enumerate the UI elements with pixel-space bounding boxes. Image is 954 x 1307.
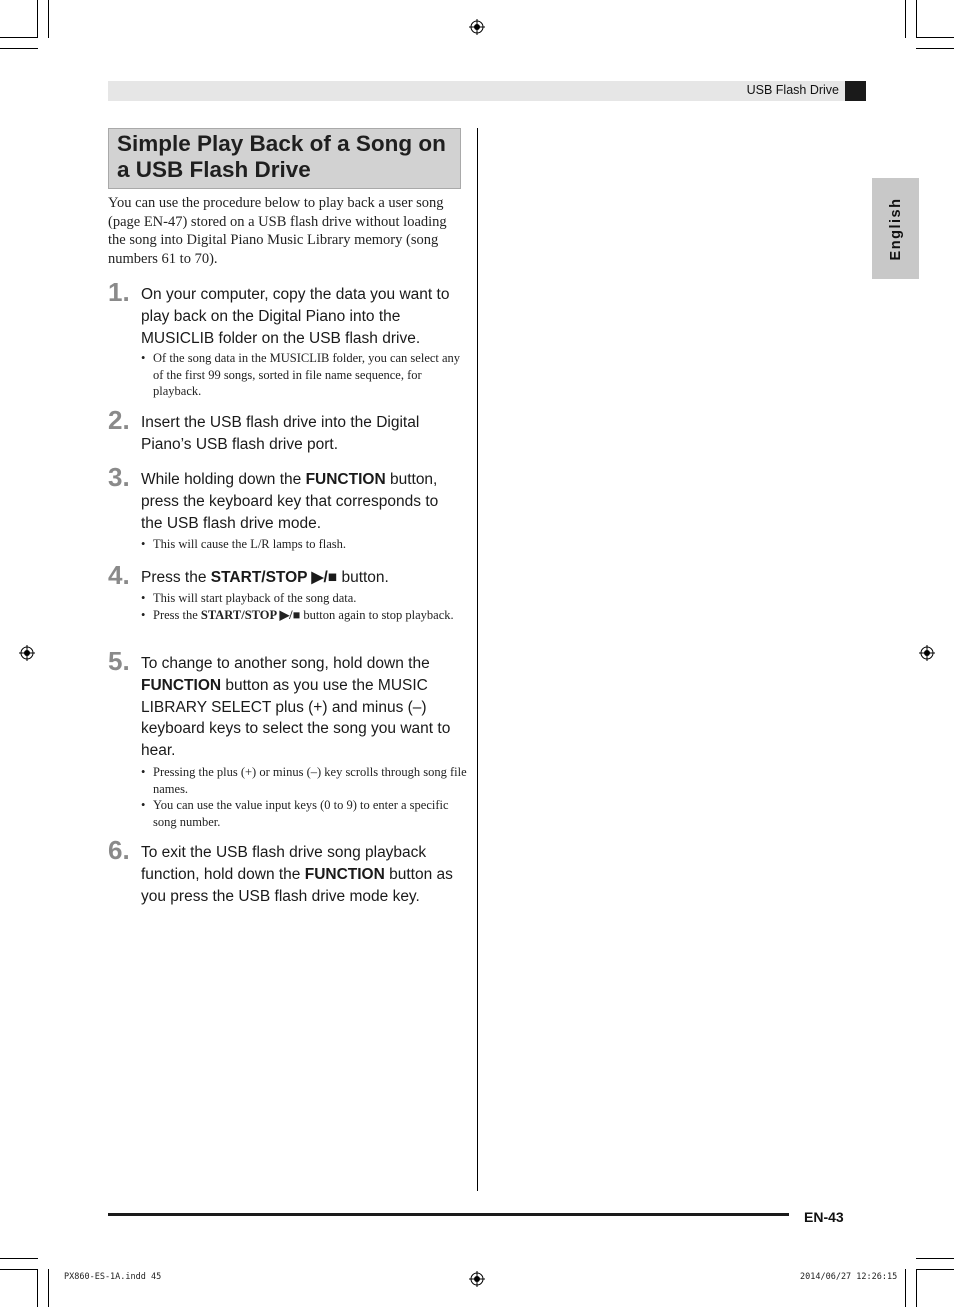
crop-mark xyxy=(0,1258,38,1259)
step-text-part: button as you use the MUSIC LIBRARY SELECT plus (+) and minus (–) keyboard keys to select the song you want to hear. xyxy=(141,676,451,760)
step-text-part: button, press the keyboard key that corresponds to the USB flash drive mode. xyxy=(141,471,439,532)
step-number: 3. xyxy=(108,462,130,492)
note-item: • Pressing the plus (+) or minus (–) key scrolls through song file names. xyxy=(141,764,471,797)
slug-file-info: PX860-ES-1A.indd 45 xyxy=(64,1272,162,1282)
crop-mark xyxy=(48,0,49,38)
start-stop-button-label: START/STOP ▶/■ xyxy=(200,607,301,622)
registration-mark-icon xyxy=(19,645,35,661)
footer-rule xyxy=(108,1213,789,1216)
step-text-part: Press the xyxy=(141,569,211,586)
step-number: 2. xyxy=(108,405,130,435)
crop-mark xyxy=(916,1258,954,1259)
step-number: 5. xyxy=(108,646,130,676)
crop-mark xyxy=(37,0,38,37)
step-notes xyxy=(141,536,471,553)
step-text-part: To change to another song, hold down the xyxy=(141,655,430,672)
crop-mark xyxy=(905,0,906,38)
crop-mark xyxy=(916,48,954,49)
crop-mark xyxy=(48,1269,49,1307)
section-title-line: Simple Play Back of a Song on xyxy=(117,131,446,156)
language-tab-label: English xyxy=(887,197,904,260)
crop-mark xyxy=(916,37,954,38)
step-text xyxy=(141,653,463,762)
start-stop-button-label: START/STOP ▶/■ xyxy=(210,569,338,586)
function-button-label: FUNCTION xyxy=(305,471,386,488)
crop-mark xyxy=(0,1269,38,1270)
crop-mark xyxy=(905,1269,906,1307)
step-text-part: While holding down the xyxy=(141,471,306,488)
page-number: EN-43 xyxy=(804,1209,844,1225)
crop-mark xyxy=(0,48,38,49)
header-marker-block xyxy=(845,81,866,101)
step-text-part: button. xyxy=(337,569,389,586)
note-item: • This will start playback of the song data. xyxy=(141,590,471,607)
step-text: On your computer, copy the data you want to play back on the Digital Piano into the MUSICLIB folder on the USB flash drive. xyxy=(141,286,450,347)
function-button-label: FUNCTION xyxy=(141,676,222,694)
step-text xyxy=(141,842,463,907)
crop-mark xyxy=(916,0,917,37)
section-title-line: a USB Flash Drive xyxy=(117,157,311,182)
registration-mark-icon xyxy=(469,19,485,35)
intro-paragraph: You can use the procedure below to play back a user song (page EN-47) stored on a USB flash drive without loading the song into Digital Piano Music Library memory (song numbers 61 to 70). xyxy=(108,195,447,267)
step-text: Insert the USB flash drive into the Digital Piano’s USB flash drive port. xyxy=(141,414,420,453)
section-title xyxy=(108,128,461,189)
crop-mark xyxy=(916,1269,954,1270)
step-notes xyxy=(141,350,471,400)
function-button-label: FUNCTION xyxy=(304,865,385,883)
language-tab xyxy=(872,178,919,279)
registration-mark-icon xyxy=(469,1271,485,1287)
column-divider xyxy=(477,128,478,1191)
step-text xyxy=(141,567,463,589)
note-text-part: Press the xyxy=(153,607,201,622)
step-text-part: To exit the USB flash drive song playback function, hold down the xyxy=(141,844,427,883)
crop-mark xyxy=(37,1269,38,1307)
note-item: • Of the song data in the MUSICLIB folder, you can select any of the first 99 songs, sorted in file name sequence, for playback. xyxy=(141,350,471,400)
note-item: • You can use the value input keys (0 to 9) to enter a specific song number. xyxy=(141,797,471,830)
step-text-part: button as you press the USB flash drive mode key. xyxy=(141,865,453,905)
note-item xyxy=(141,607,471,624)
step-number: 6. xyxy=(108,835,130,865)
running-header-title: USB Flash Drive xyxy=(746,83,839,97)
step-number: 1. xyxy=(108,277,130,307)
step-number: 4. xyxy=(108,560,130,590)
note-item: • This will cause the L/R lamps to flash. xyxy=(141,536,471,553)
note-text-part: button again to stop playback. xyxy=(300,607,454,622)
step-text xyxy=(141,469,463,534)
crop-mark xyxy=(0,37,38,38)
step-notes xyxy=(141,590,471,623)
crop-mark xyxy=(916,1269,917,1307)
registration-mark-icon xyxy=(919,645,935,661)
step-notes xyxy=(141,764,471,830)
slug-timestamp: 2014/06/27 12:26:15 xyxy=(800,1272,898,1282)
